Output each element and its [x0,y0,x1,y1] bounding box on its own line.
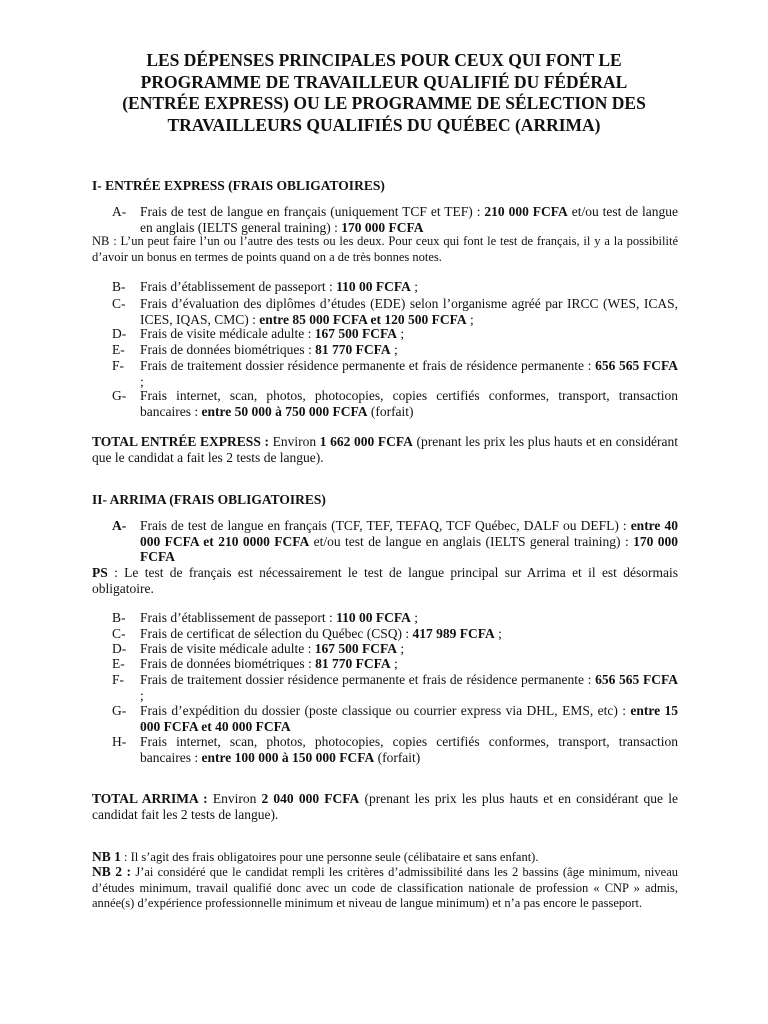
s1-item-d [112,326,678,342]
item-text: Frais de certificat de sélection du Québec (CSQ) : [140,626,413,641]
item-label: H- [112,734,127,749]
title-line-1: LES DÉPENSES PRINCIPALES POUR CEUX QUI FONT LE [146,50,622,70]
item-text: Frais d’établissement de passeport : [140,610,337,625]
item-text: Frais de visite médicale adulte : [140,641,315,656]
s1-item-c [112,296,678,327]
total-text: (prenant les prix les plus hauts et en considérant que le candidat a fait les 2 tests de langue). [92,434,678,465]
s1-item-a [112,204,678,235]
item-amount: entre 50 000 à 750 000 FCFA [201,403,368,419]
total-amount: 1 662 000 FCFA [319,434,413,449]
item-label: G- [112,703,127,718]
item-label: E- [112,342,125,357]
s2-item-a [112,518,678,565]
item-text: Frais d’établissement de passeport : [140,279,337,294]
item-label: D- [112,326,127,341]
s2-item-g [112,703,678,734]
item-text: (forfait) [367,403,414,419]
item-label: C- [112,626,126,641]
item-amount: 167 500 FCFA [314,641,397,656]
total-amount: 2 040 000 FCFA [261,791,360,806]
item-label: E- [112,656,125,671]
item-amount: 417 989 FCFA [412,626,495,641]
item-amount: 170 000 FCFA [140,533,678,565]
s1-item-b [112,279,678,295]
item-text: Frais internet, scan, photos, photocopies, copies certifiés conformes, transport, transaction bancaires : [140,388,678,419]
item-amount: 110 00 FCFA [336,610,411,625]
ps-label: PS [92,565,108,580]
item-text: ; [396,326,405,341]
s2-item-f [112,672,678,703]
nb2-text: J’ai considéré que le candidat rempli les critères d’admissibilité dans les 2 bassins (âge minimum, niveau d’études minimum, travail qualifié donc avec un code de classification nationale de profession « CNP » admis, année(s) d’expérience professionnelle minimum et niveau de langue minimum) et n’a pas encore le passeport. [92,865,678,911]
item-amount: entre 40 000 FCFA et 210 0000 FCFA [140,518,678,549]
document-title [60,50,708,136]
total-text: Environ [207,791,262,806]
total-label: TOTAL ARRIMA : [92,791,208,806]
s2-total [92,791,678,822]
item-label: A- [112,204,127,219]
item-amount: 110 00 FCFA [336,279,411,294]
nb1-text: : Il s’agit des frais obligatoires pour une personne seule (célibataire et sans enfant). [120,850,539,864]
item-amount: entre 15 000 FCFA et 40 000 FCFA [140,703,678,734]
s2-item-d [112,641,678,657]
item-label: F- [112,672,125,687]
item-text: ; [140,373,144,389]
item-label: C- [112,296,126,311]
item-label: A- [112,518,127,533]
item-amount: 656 565 FCFA [595,672,678,687]
total-text: (prenant les prix les plus hauts et en considérant que le candidat fait les 2 tests de langue). [92,791,678,822]
s2-item-b [112,610,678,626]
item-text: Frais de test de langue en français (uniquement TCF et TEF) : [140,204,485,219]
item-amount: 656 565 FCFA [595,358,678,373]
s1-total [92,434,678,465]
item-amount: 167 500 FCFA [314,326,397,341]
item-text: (forfait) [374,749,421,765]
s1-item-g [112,388,678,419]
item-text: ; [466,311,474,327]
s1-item-f [112,358,678,389]
item-text: Frais internet, scan, photos, photocopies, copies certifiés conformes, transport, transaction bancaires : [140,734,678,765]
item-text: Frais de traitement dossier résidence permanente et frais de résidence permanente : [140,358,596,373]
s2-item-c [112,626,678,642]
section-2-heading: II- ARRIMA (FRAIS OBLIGATOIRES) [92,492,326,507]
nb2-label: NB 2 : [92,864,132,879]
title-line-3: (ENTRÉE EXPRESS) OU LE PROGRAMME DE SÉLECTION DES [122,93,646,113]
s1-item-e [112,342,678,358]
title-line-4: TRAVAILLEURS QUALIFIÉS DU QUÉBEC (ARRIMA) [167,114,601,135]
s2-item-e [112,656,678,672]
nb2-note [92,864,678,912]
item-amount: 81 770 FCFA [315,342,391,357]
item-text: ; [390,342,398,357]
item-amount: entre 85 000 FCFA et 120 500 FCFA [259,311,467,327]
title-line-2: PROGRAMME DE TRAVAILLEUR QUALIFIÉ DU FÉDÉRAL [140,71,628,92]
item-amount: 81 770 FCFA [315,656,391,671]
s2-item-h [112,734,678,765]
item-text: Frais d’expédition du dossier (poste classique ou courrier express via DHL, EMS, etc) : [140,703,631,718]
item-label: F- [112,358,125,373]
item-text: et/ou test de langue en anglais (IELTS general training) : [309,533,634,549]
item-text: Frais de données biométriques : [140,656,316,671]
s2-ps-note [92,565,678,596]
item-amount: entre 100 000 à 150 000 FCFA [201,749,375,765]
item-text: Frais de traitement dossier résidence permanente et frais de résidence permanente : [140,672,596,687]
ps-text: : Le test de français est nécessairement le test de langue principal sur Arrima et il est désormais obligatoire. [92,565,678,596]
item-label: B- [112,610,126,625]
nb1-label: NB 1 [92,849,121,864]
item-text: ; [396,641,405,656]
item-text: ; [140,687,144,703]
total-label: TOTAL ENTRÉE EXPRESS : [92,434,269,449]
item-text: Frais de visite médicale adulte : [140,326,315,341]
item-label: D- [112,641,127,656]
s1-nb-note: NB : L’un peut faire l’un ou l’autre des tests ou les deux. Pour ceux qui font le test de français, il y a la possibilité d’avoir un bonus en termes de points quand on a de très bonnes notes. [92,234,678,264]
item-label: G- [112,388,127,403]
item-text: ; [494,626,502,641]
item-text: Frais de test de langue en français (TCF, TEF, TEFAQ, TCF Québec, DALF ou DEFL) : [140,518,631,533]
item-text: ; [410,610,418,625]
item-text: et/ou test de langue en anglais (IELTS general training) : [140,204,679,235]
total-text: Environ [268,434,320,449]
item-text: ; [390,656,398,671]
item-amount: 170 000 FCFA [341,219,424,235]
item-text: Frais d’évaluation des diplômes d’études (EDE) selon l’organisme agréé par IRCC (WES, ICAS, ICES, IQAS, CMC) : [140,296,678,327]
item-amount: 210 000 FCFA [484,204,568,219]
item-text: Frais de données biométriques : [140,342,316,357]
section-1-heading: I- ENTRÉE EXPRESS (FRAIS OBLIGATOIRES) [92,178,385,193]
item-label: B- [112,279,126,294]
item-text: ; [410,279,418,294]
